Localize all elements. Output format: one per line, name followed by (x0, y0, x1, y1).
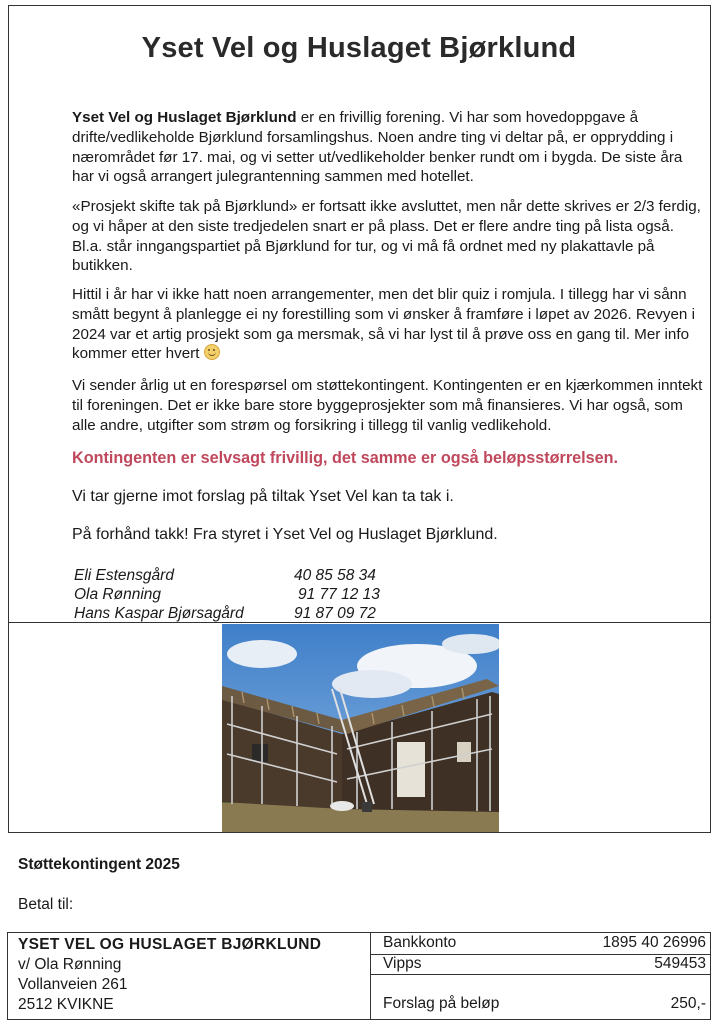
signatory-name: Hans Kaspar Bjørsagård (74, 605, 244, 622)
roof-project-paragraph: «Prosjekt skifte tak på Bjørklund» er fortsatt ikke avsluttet, men når dette skrives er 2/3 ferdig, og vi håper at den siste tredjedelen snart er på plass. Det er flere andre ting på lista også. Bl.a. står inngangspartiet på Bjørklund for tur, og vi må få ordnet med ny plakattavle på butikken. (72, 198, 701, 275)
payee-street: Vollanveien 261 (18, 976, 128, 993)
signatory-name: Ola Rønning (74, 586, 162, 603)
events-text: Hittil i år har vi ikke hatt noen arrangementer, men det blir quiz i romjula. I tillegg har vi sånn smått begynt å planlegge ei ny forestilling som vi ønsker å framføre i løpet av 2026. Revyen i 2024 var et artig prosjekt som ga mersmak, så vi har lyst til å prøve oss en gang til. Mer info kommer etter hvert (72, 286, 695, 363)
signatory-phone: 40 85 58 34 (294, 567, 376, 584)
page-title: Yset Vel og Huslaget Bjørklund (141, 32, 577, 64)
section-divider (8, 622, 711, 623)
signatory-names (74, 566, 244, 623)
payment-row-divider (370, 974, 711, 975)
bank-account-value: 1895 40 26996 (602, 934, 706, 951)
payee-care-of: v/ Ola Rønning (18, 956, 122, 973)
signatory-phones (294, 566, 380, 623)
intro-paragraph (72, 108, 708, 187)
events-paragraph (72, 285, 708, 364)
vipps-label: Vipps (383, 955, 422, 972)
signatory-name: Eli Estensgård (74, 567, 174, 584)
payee-org: YSET VEL OG HUSLAGET BJØRKLUND (18, 936, 322, 953)
payment-table-divider (370, 932, 371, 1020)
suggested-amount-label: Forslag på beløp (383, 995, 500, 1012)
payee-postal: 2512 KVIKNE (18, 996, 114, 1013)
bank-account-label: Bankkonto (383, 934, 457, 951)
payee-address (18, 935, 321, 1015)
signatory-phone: 91 77 12 13 (298, 586, 380, 603)
vipps-value: 549453 (654, 955, 706, 972)
smiley-emoji-icon (204, 344, 220, 360)
suggested-amount-value: 250,- (670, 995, 706, 1012)
membership-paragraph: Vi sender årlig ut en forespørsel om støttekontingent. Kontingenten er en kjærkommen inntekt til foreningen. Det er ikke bare store byggeprosjekter som må finansieres. Vi har også, som alle andre, utgifter som strøm og forsikring i tillegg til vanlig vedlikehold. (72, 377, 703, 434)
intro-org-name: Yset Vel og Huslaget Bjørklund (72, 109, 297, 126)
pay-to-label: Betal til: (18, 896, 74, 913)
suggestions-line: Vi tar gjerne imot forslag på tiltak Yset Vel kan ta tak i. (72, 488, 454, 505)
thanks-line: På forhånd takk! Fra styret i Yset Vel og Huslaget Bjørklund. (72, 526, 498, 543)
building-photo (222, 624, 499, 832)
building-under-renovation-image (222, 624, 499, 832)
payment-heading: Støttekontingent 2025 (18, 856, 180, 873)
intro-text: er en frivillig forening. Vi har som hovedoppgave å drifte/vedlikeholde Bjørklund forsamlingshus. Noen andre ting vi deltar på, er opprydding i nærområdet før 17. mai, og vi setter ut/vedlikeholder benker rundt om i bygda. De siste åra har vi også arrangert julegrantenning sammen med hotellet. (72, 109, 683, 186)
signatory-phone: 91 87 09 72 (294, 605, 376, 622)
voluntary-notice: Kontingenten er selvsagt frivillig, det samme er også beløpsstørrelsen. (72, 449, 619, 467)
